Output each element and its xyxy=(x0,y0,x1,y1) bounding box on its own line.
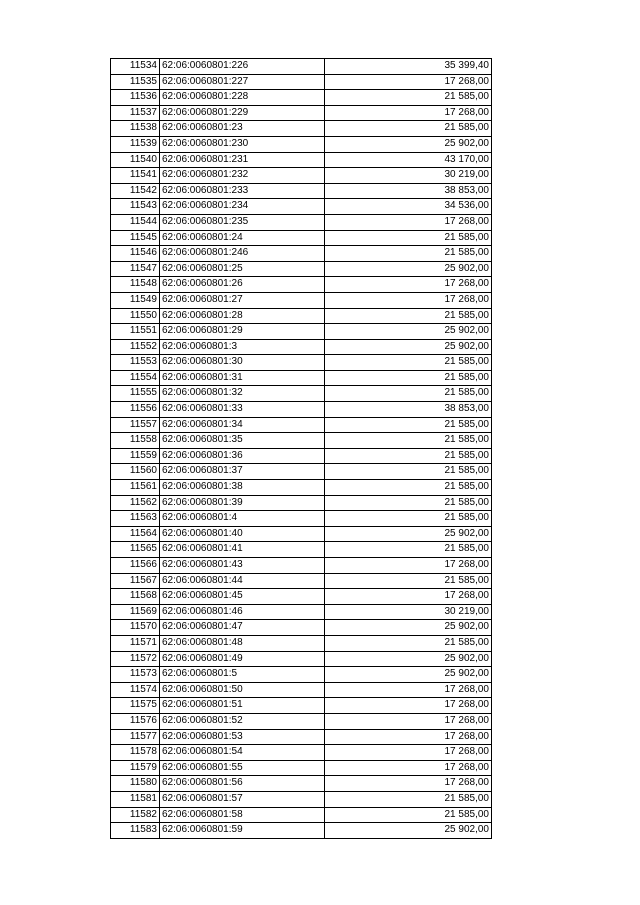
cadastral-value-cell: 17 268,00 xyxy=(325,682,492,698)
cadastral-value-cell: 21 585,00 xyxy=(325,464,492,480)
row-number-cell: 11553 xyxy=(111,355,160,371)
row-number-cell: 11579 xyxy=(111,760,160,776)
cadastral-value-cell: 17 268,00 xyxy=(325,74,492,90)
cadastral-value-cell: 25 902,00 xyxy=(325,651,492,667)
row-number-cell: 11546 xyxy=(111,246,160,262)
table-row xyxy=(111,542,492,558)
cadastral-number-cell: 62:06:0060801:50 xyxy=(160,682,325,698)
cadastral-value-cell: 21 585,00 xyxy=(325,511,492,527)
cadastral-number-cell: 62:06:0060801:38 xyxy=(160,480,325,496)
row-number-cell: 11561 xyxy=(111,480,160,496)
row-number-cell: 11552 xyxy=(111,339,160,355)
cadastral-value-cell: 21 585,00 xyxy=(325,791,492,807)
table-row xyxy=(111,620,492,636)
cadastral-number-cell: 62:06:0060801:25 xyxy=(160,261,325,277)
row-number-cell: 11572 xyxy=(111,651,160,667)
row-number-cell: 11571 xyxy=(111,635,160,651)
table-row xyxy=(111,152,492,168)
cadastral-number-cell: 62:06:0060801:58 xyxy=(160,807,325,823)
cadastral-value-cell: 21 585,00 xyxy=(325,355,492,371)
cadastral-number-cell: 62:06:0060801:230 xyxy=(160,136,325,152)
row-number-cell: 11545 xyxy=(111,230,160,246)
table-row xyxy=(111,355,492,371)
cadastral-number-cell: 62:06:0060801:246 xyxy=(160,246,325,262)
cadastral-number-cell: 62:06:0060801:231 xyxy=(160,152,325,168)
cadastral-number-cell: 62:06:0060801:35 xyxy=(160,433,325,449)
cadastral-number-cell: 62:06:0060801:4 xyxy=(160,511,325,527)
cadastral-value-cell: 25 902,00 xyxy=(325,261,492,277)
table-row xyxy=(111,386,492,402)
cadastral-number-cell: 62:06:0060801:34 xyxy=(160,417,325,433)
table-row xyxy=(111,635,492,651)
table-row xyxy=(111,760,492,776)
cadastral-value-cell: 25 902,00 xyxy=(325,339,492,355)
row-number-cell: 11536 xyxy=(111,90,160,106)
cadastral-value-cell: 35 399,40 xyxy=(325,59,492,75)
table-row xyxy=(111,183,492,199)
cadastral-value-cell: 21 585,00 xyxy=(325,807,492,823)
cadastral-value-cell: 38 853,00 xyxy=(325,183,492,199)
cadastral-value-cell: 17 268,00 xyxy=(325,277,492,293)
cadastral-number-cell: 62:06:0060801:54 xyxy=(160,745,325,761)
cadastral-value-cell: 25 902,00 xyxy=(325,526,492,542)
cadastral-value-cell: 21 585,00 xyxy=(325,635,492,651)
row-number-cell: 11548 xyxy=(111,277,160,293)
cadastral-number-cell: 62:06:0060801:234 xyxy=(160,199,325,215)
row-number-cell: 11560 xyxy=(111,464,160,480)
cadastral-value-cell: 17 268,00 xyxy=(325,776,492,792)
row-number-cell: 11557 xyxy=(111,417,160,433)
table-row xyxy=(111,558,492,574)
row-number-cell: 11534 xyxy=(111,59,160,75)
cadastral-value-cell: 21 585,00 xyxy=(325,573,492,589)
cadastral-number-cell: 62:06:0060801:226 xyxy=(160,59,325,75)
row-number-cell: 11542 xyxy=(111,183,160,199)
row-number-cell: 11577 xyxy=(111,729,160,745)
table-row xyxy=(111,511,492,527)
cadastral-number-cell: 62:06:0060801:40 xyxy=(160,526,325,542)
table-row xyxy=(111,277,492,293)
cadastral-value-cell: 21 585,00 xyxy=(325,480,492,496)
row-number-cell: 11573 xyxy=(111,667,160,683)
row-number-cell: 11551 xyxy=(111,324,160,340)
table-row xyxy=(111,402,492,418)
row-number-cell: 11566 xyxy=(111,558,160,574)
row-number-cell: 11570 xyxy=(111,620,160,636)
cadastral-number-cell: 62:06:0060801:24 xyxy=(160,230,325,246)
row-number-cell: 11563 xyxy=(111,511,160,527)
table-row xyxy=(111,791,492,807)
cadastral-value-cell: 38 853,00 xyxy=(325,402,492,418)
cadastral-number-cell: 62:06:0060801:51 xyxy=(160,698,325,714)
row-number-cell: 11576 xyxy=(111,713,160,729)
cadastral-value-cell: 21 585,00 xyxy=(325,495,492,511)
cadastral-value-cell: 17 268,00 xyxy=(325,713,492,729)
row-number-cell: 11549 xyxy=(111,292,160,308)
cadastral-value-cell: 21 585,00 xyxy=(325,448,492,464)
table-row xyxy=(111,214,492,230)
table-row xyxy=(111,776,492,792)
row-number-cell: 11538 xyxy=(111,121,160,137)
cadastral-number-cell: 62:06:0060801:32 xyxy=(160,386,325,402)
row-number-cell: 11535 xyxy=(111,74,160,90)
row-number-cell: 11544 xyxy=(111,214,160,230)
cadastral-number-cell: 62:06:0060801:53 xyxy=(160,729,325,745)
row-number-cell: 11559 xyxy=(111,448,160,464)
row-number-cell: 11565 xyxy=(111,542,160,558)
document-page xyxy=(110,58,491,839)
cadastral-number-cell: 62:06:0060801:28 xyxy=(160,308,325,324)
cadastral-value-cell: 17 268,00 xyxy=(325,558,492,574)
cadastral-number-cell: 62:06:0060801:56 xyxy=(160,776,325,792)
cadastral-value-cell: 30 219,00 xyxy=(325,168,492,184)
cadastral-number-cell: 62:06:0060801:30 xyxy=(160,355,325,371)
cadastral-value-table xyxy=(110,58,492,839)
table-row xyxy=(111,667,492,683)
cadastral-value-cell: 25 902,00 xyxy=(325,620,492,636)
cadastral-value-cell: 21 585,00 xyxy=(325,433,492,449)
cadastral-number-cell: 62:06:0060801:41 xyxy=(160,542,325,558)
cadastral-number-cell: 62:06:0060801:23 xyxy=(160,121,325,137)
row-number-cell: 11537 xyxy=(111,105,160,121)
row-number-cell: 11550 xyxy=(111,308,160,324)
cadastral-number-cell: 62:06:0060801:52 xyxy=(160,713,325,729)
row-number-cell: 11567 xyxy=(111,573,160,589)
table-row xyxy=(111,246,492,262)
table-row xyxy=(111,713,492,729)
row-number-cell: 11543 xyxy=(111,199,160,215)
cadastral-value-cell: 21 585,00 xyxy=(325,386,492,402)
cadastral-value-cell: 25 902,00 xyxy=(325,136,492,152)
cadastral-value-cell: 17 268,00 xyxy=(325,698,492,714)
table-row xyxy=(111,90,492,106)
cadastral-number-cell: 62:06:0060801:46 xyxy=(160,604,325,620)
table-row xyxy=(111,526,492,542)
row-number-cell: 11541 xyxy=(111,168,160,184)
row-number-cell: 11580 xyxy=(111,776,160,792)
cadastral-value-cell: 25 902,00 xyxy=(325,667,492,683)
table-row xyxy=(111,324,492,340)
cadastral-number-cell: 62:06:0060801:33 xyxy=(160,402,325,418)
table-row xyxy=(111,433,492,449)
cadastral-value-cell: 17 268,00 xyxy=(325,105,492,121)
row-number-cell: 11575 xyxy=(111,698,160,714)
row-number-cell: 11547 xyxy=(111,261,160,277)
row-number-cell: 11558 xyxy=(111,433,160,449)
row-number-cell: 11582 xyxy=(111,807,160,823)
cadastral-value-cell: 21 585,00 xyxy=(325,417,492,433)
table-row xyxy=(111,651,492,667)
table-row xyxy=(111,480,492,496)
cadastral-number-cell: 62:06:0060801:45 xyxy=(160,589,325,605)
cadastral-value-cell: 34 536,00 xyxy=(325,199,492,215)
table-row xyxy=(111,589,492,605)
cadastral-value-cell: 21 585,00 xyxy=(325,230,492,246)
cadastral-number-cell: 62:06:0060801:27 xyxy=(160,292,325,308)
cadastral-value-cell: 25 902,00 xyxy=(325,823,492,839)
table-row xyxy=(111,370,492,386)
table-row xyxy=(111,495,492,511)
cadastral-number-cell: 62:06:0060801:232 xyxy=(160,168,325,184)
table-row xyxy=(111,339,492,355)
table-row xyxy=(111,292,492,308)
row-number-cell: 11568 xyxy=(111,589,160,605)
cadastral-value-cell: 21 585,00 xyxy=(325,246,492,262)
cadastral-number-cell: 62:06:0060801:3 xyxy=(160,339,325,355)
table-row xyxy=(111,261,492,277)
cadastral-number-cell: 62:06:0060801:55 xyxy=(160,760,325,776)
row-number-cell: 11556 xyxy=(111,402,160,418)
row-number-cell: 11578 xyxy=(111,745,160,761)
table-body xyxy=(111,59,492,839)
table-row xyxy=(111,464,492,480)
cadastral-number-cell: 62:06:0060801:229 xyxy=(160,105,325,121)
cadastral-number-cell: 62:06:0060801:44 xyxy=(160,573,325,589)
cadastral-number-cell: 62:06:0060801:48 xyxy=(160,635,325,651)
cadastral-number-cell: 62:06:0060801:26 xyxy=(160,277,325,293)
cadastral-number-cell: 62:06:0060801:227 xyxy=(160,74,325,90)
cadastral-value-cell: 21 585,00 xyxy=(325,370,492,386)
table-row xyxy=(111,121,492,137)
table-row xyxy=(111,199,492,215)
cadastral-number-cell: 62:06:0060801:31 xyxy=(160,370,325,386)
cadastral-value-cell: 21 585,00 xyxy=(325,90,492,106)
cadastral-number-cell: 62:06:0060801:228 xyxy=(160,90,325,106)
table-row xyxy=(111,308,492,324)
cadastral-number-cell: 62:06:0060801:235 xyxy=(160,214,325,230)
row-number-cell: 11554 xyxy=(111,370,160,386)
table-row xyxy=(111,417,492,433)
table-row xyxy=(111,230,492,246)
cadastral-number-cell: 62:06:0060801:39 xyxy=(160,495,325,511)
row-number-cell: 11581 xyxy=(111,791,160,807)
cadastral-value-cell: 25 902,00 xyxy=(325,324,492,340)
cadastral-value-cell: 21 585,00 xyxy=(325,542,492,558)
cadastral-value-cell: 17 268,00 xyxy=(325,214,492,230)
cadastral-value-cell: 17 268,00 xyxy=(325,760,492,776)
cadastral-number-cell: 62:06:0060801:49 xyxy=(160,651,325,667)
table-row xyxy=(111,807,492,823)
cadastral-number-cell: 62:06:0060801:5 xyxy=(160,667,325,683)
row-number-cell: 11555 xyxy=(111,386,160,402)
cadastral-value-cell: 17 268,00 xyxy=(325,589,492,605)
table-row xyxy=(111,105,492,121)
row-number-cell: 11564 xyxy=(111,526,160,542)
cadastral-number-cell: 62:06:0060801:43 xyxy=(160,558,325,574)
cadastral-value-cell: 21 585,00 xyxy=(325,308,492,324)
cadastral-number-cell: 62:06:0060801:233 xyxy=(160,183,325,199)
row-number-cell: 11562 xyxy=(111,495,160,511)
cadastral-number-cell: 62:06:0060801:36 xyxy=(160,448,325,464)
cadastral-value-cell: 17 268,00 xyxy=(325,745,492,761)
table-row xyxy=(111,729,492,745)
cadastral-number-cell: 62:06:0060801:47 xyxy=(160,620,325,636)
cadastral-number-cell: 62:06:0060801:37 xyxy=(160,464,325,480)
row-number-cell: 11583 xyxy=(111,823,160,839)
table-row xyxy=(111,573,492,589)
table-row xyxy=(111,698,492,714)
row-number-cell: 11569 xyxy=(111,604,160,620)
table-row xyxy=(111,745,492,761)
table-row xyxy=(111,74,492,90)
cadastral-value-cell: 17 268,00 xyxy=(325,292,492,308)
cadastral-value-cell: 21 585,00 xyxy=(325,121,492,137)
row-number-cell: 11539 xyxy=(111,136,160,152)
cadastral-value-cell: 43 170,00 xyxy=(325,152,492,168)
table-row xyxy=(111,136,492,152)
table-row xyxy=(111,823,492,839)
cadastral-value-cell: 30 219,00 xyxy=(325,604,492,620)
table-row xyxy=(111,168,492,184)
row-number-cell: 11540 xyxy=(111,152,160,168)
table-row xyxy=(111,604,492,620)
cadastral-number-cell: 62:06:0060801:59 xyxy=(160,823,325,839)
cadastral-number-cell: 62:06:0060801:29 xyxy=(160,324,325,340)
cadastral-number-cell: 62:06:0060801:57 xyxy=(160,791,325,807)
row-number-cell: 11574 xyxy=(111,682,160,698)
table-row xyxy=(111,59,492,75)
table-row xyxy=(111,682,492,698)
table-row xyxy=(111,448,492,464)
cadastral-value-cell: 17 268,00 xyxy=(325,729,492,745)
